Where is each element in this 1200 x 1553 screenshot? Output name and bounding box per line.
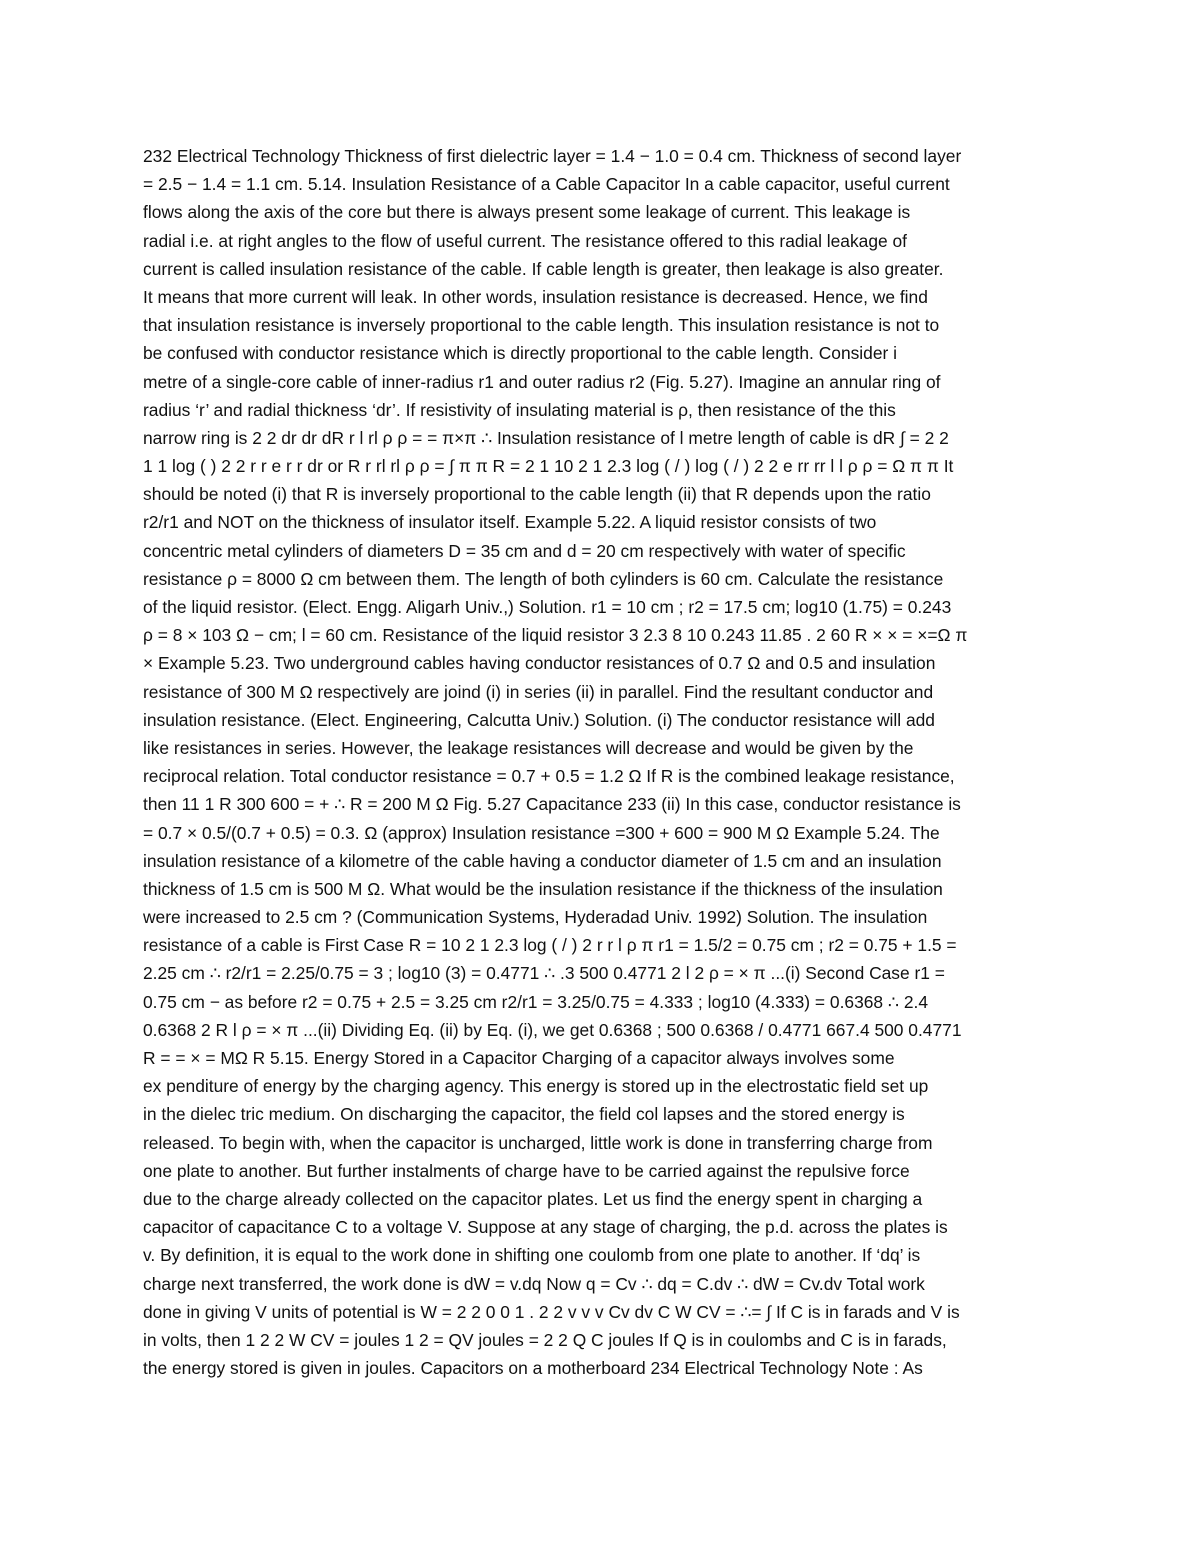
text-line: done in giving V units of potential is W = 2 2 0 0 1 . 2 2 v v v Cv dv C W CV = ∴= ∫ If C is in farads and V is	[143, 1301, 960, 1322]
text-line: v. By definition, it is equal to the work done in shifting one coulomb from one plate to another. If ‘dq’ is	[143, 1245, 921, 1266]
text-line: 0.6368 2 R l ρ = × π ...(ii) Dividing Eq. (ii) by Eq. (i), we get 0.6368 ; 500 0.6368 / 0.4771 667.4 500 0.4771	[143, 1019, 962, 1040]
text-line: = 0.7 × 0.5/(0.7 + 0.5) = 0.3. Ω (approx) Insulation resistance =300 + 600 = 900 M Ω Example 5.24. The	[143, 822, 940, 843]
text-line: charge next transferred, the work done is dW = v.dq Now q = Cv ∴ dq = C.dv ∴ dW = Cv.dv Total work	[143, 1273, 925, 1294]
text-line: reciprocal relation. Total conductor resistance = 0.7 + 0.5 = 1.2 Ω If R is the combined leakage resistance,	[143, 766, 955, 787]
text-line: = 2.5 − 1.4 = 1.1 cm. 5.14. Insulation Resistance of a Cable Capacitor In a cable capacitor, useful current	[143, 174, 950, 195]
text-line: R = = × = MΩ R 5.15. Energy Stored in a Capacitor Charging of a capacitor always involves some	[143, 1048, 895, 1068]
text-line: ρ = 8 × 103 Ω − cm; l = 60 cm. Resistance of the liquid resistor 3 2.3 8 10 0.243 11.85 . 2 60 R × × = ×=Ω π	[143, 625, 968, 646]
text-line: should be noted (i) that R is inversely proportional to the cable length (ii) that R depends upon the ratio	[143, 484, 931, 505]
text-line: ex penditure of energy by the charging agency. This energy is stored up in the electrostatic field set up	[143, 1076, 929, 1097]
text-line: then 11 1 R 300 600 = + ∴ R = 200 M Ω Fig. 5.27 Capacitance 233 (ii) In this case, conductor resistance is	[143, 794, 961, 815]
text-line: of the liquid resistor. (Elect. Engg. Aligarh Univ.,) Solution. r1 = 10 cm ; r2 = 17.5 cm; log10 (1.75) = 0.243	[143, 597, 952, 617]
text-line: radius ‘r’ and radial thickness ‘dr’. If resistivity of insulating material is ρ, then resistance of the this	[143, 399, 896, 420]
text-line: in the dielec tric medium. On discharging the capacitor, the field col lapses and the stored energy is	[143, 1104, 905, 1125]
text-line: 2.25 cm ∴ r2/r1 = 2.25/0.75 = 3 ; log10 (3) = 0.4771 ∴ .3 500 0.4771 2 l 2 ρ = × π ...(i) Second Case r1 =	[143, 963, 945, 984]
text-line: × Example 5.23. Two underground cables having conductor resistances of 0.7 Ω and 0.5 and insulation	[143, 653, 936, 674]
text-line: resistance ρ = 8000 Ω cm between them. The length of both cylinders is 60 cm. Calculate the resistance	[143, 568, 944, 589]
text-line: insulation resistance. (Elect. Engineering, Calcutta Univ.) Solution. (i) The conductor resistance will add	[143, 709, 935, 730]
text-line: that insulation resistance is inversely proportional to the cable length. This insulation resistance is not to	[143, 315, 940, 336]
text-line: released. To begin with, when the capacitor is uncharged, little work is done in transferring charge from	[143, 1132, 933, 1153]
text-line: r2/r1 and NOT on the thickness of insulator itself. Example 5.22. A liquid resistor consists of two	[143, 512, 877, 533]
text-line: metre of a single-core cable of inner-radius r1 and outer radius r2 (Fig. 5.27). Imagine an annular ring of	[143, 371, 941, 392]
text-line: resistance of 300 M Ω respectively are joind (i) in series (ii) in parallel. Find the resultant conductor and	[143, 681, 934, 702]
text-line: It means that more current will leak. In other words, insulation resistance is decreased. Hence, we find	[143, 286, 928, 307]
text-line: capacitor of capacitance C to a voltage V. Suppose at any stage of charging, the p.d. across the plates is	[143, 1217, 948, 1238]
text-line: flows along the axis of the core but there is always present some leakage of current. This leakage is	[143, 202, 911, 223]
text-line: one plate to another. But further instalments of charge have to be carried against the repulsive force	[143, 1160, 910, 1181]
text-line: in volts, then 1 2 2 W CV = joules 1 2 = QV joules = 2 2 Q C joules If Q is in coulombs and C is in farads,	[143, 1329, 947, 1350]
text-line: be confused with conductor resistance which is directly proportional to the cable length. Consider i	[143, 343, 898, 364]
text-line: 1 1 log ( ) 2 2 r r e r r dr or R r rl rl ρ ρ = ∫ π π R = 2 1 10 2 1 2.3 log ( / ) log ( / ) 2 2 e rr rr l l ρ ρ = Ω π π It	[143, 456, 954, 477]
text-line: due to the charge already collected on the capacitor plates. Let us find the energy spent in charging a	[143, 1188, 923, 1209]
text-line: narrow ring is 2 2 dr dr dR r l rl ρ ρ = = π×π ∴ Insulation resistance of l metre length of cable is dR ∫ = 2 2	[143, 427, 949, 448]
text-line: insulation resistance of a kilometre of the cable having a conductor diameter of 1.5 cm and an insulation	[143, 850, 942, 871]
text-line: thickness of 1.5 cm is 500 M Ω. What would be the insulation resistance if the thickness of the insulation	[143, 878, 943, 899]
text-line: the energy stored is given in joules. Capacitors on a motherboard 234 Electrical Technology Note : As	[143, 1358, 923, 1379]
text-line: 0.75 cm − as before r2 = 0.75 + 2.5 = 3.25 cm r2/r1 = 3.25/0.75 = 4.333 ; log10 (4.333) = 0.6368 ∴ 2.4	[143, 991, 928, 1012]
text-line: were increased to 2.5 cm ? (Communication Systems, Hyderadad Univ. 1992) Solution. The insulation	[143, 907, 928, 928]
text-line: resistance of a cable is First Case R = 10 2 1 2.3 log ( / ) 2 r r l ρ π r1 = 1.5/2 = 0.75 cm ; r2 = 0.75 + 1.5 =	[143, 935, 957, 956]
text-line: current is called insulation resistance of the cable. If cable length is greater, then leakage is also greater.	[143, 258, 944, 279]
text-line: 232 Electrical Technology Thickness of first dielectric layer = 1.4 − 1.0 = 0.4 cm. Thickness of second layer	[143, 146, 962, 166]
text-line: radial i.e. at right angles to the flow of useful current. The resistance offered to this radial leakage of	[143, 230, 908, 251]
body-text	[143, 142, 1073, 1382]
text-line: concentric metal cylinders of diameters D = 35 cm and d = 20 cm respectively with water of specific	[143, 540, 906, 561]
text-line: like resistances in series. However, the leakage resistances will decrease and would be given by the	[143, 737, 914, 758]
